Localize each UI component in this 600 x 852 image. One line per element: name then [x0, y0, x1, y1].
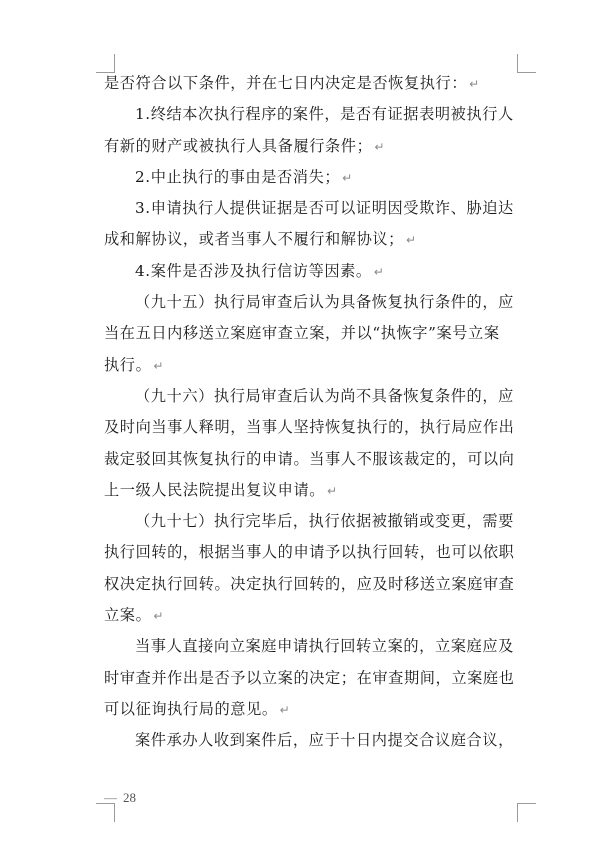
line-text: 当在五日内移送立案庭审查立案，并以“执恢字”案号立案	[104, 324, 500, 343]
text-line	[104, 569, 524, 600]
crop-mark-bottom-right	[517, 803, 536, 822]
paragraph-mark-icon: ↵	[469, 77, 480, 91]
text-line	[104, 381, 524, 412]
text-line	[104, 318, 524, 349]
paragraph-mark-icon: ↵	[327, 483, 338, 498]
paragraph-mark-icon: ↵	[153, 358, 165, 373]
paragraph-mark-icon: ↵	[342, 170, 353, 185]
line-text: 裁定驳回其恢复执行的申请。当事人不服该裁定的，可以向	[104, 449, 515, 468]
text-line	[104, 131, 524, 162]
line-text: 及时向当事人释明，当事人坚持恢复执行的，执行局应作出	[104, 418, 515, 437]
line-text: 2.中止执行的事由是否消失；	[135, 167, 341, 186]
paragraph	[104, 287, 524, 381]
page-footer	[104, 790, 136, 806]
line-text: 时审查并作出是否予以立案的决定；在审查期间，立案庭也	[104, 668, 515, 687]
text-line	[104, 68, 524, 99]
line-text: 1.终结本次执行程序的案件，是否有证据表明被执行人	[135, 105, 514, 124]
line-text: 上一级人民法院提出复议申请。	[104, 480, 326, 499]
paragraph-mark-icon: ↵	[373, 264, 385, 279]
line-text: 当事人直接向立案庭申请执行回转立案的，立案庭应及	[135, 637, 514, 656]
line-text: 执行回转的，根据当事人的申请予以执行回转，也可以依职	[104, 543, 515, 562]
paragraph	[104, 506, 524, 631]
line-text: 4.案件是否涉及执行信访等因素。	[135, 261, 372, 280]
paragraph-mark-icon: ↵	[153, 609, 165, 624]
line-text: （九十五）执行局审查后认为具备恢复执行条件的，应	[135, 293, 514, 312]
text-line	[104, 350, 524, 381]
text-line	[104, 663, 524, 694]
line-text: （九十七）执行完毕后，执行依据被撤销或变更，需要	[135, 512, 514, 531]
text-line	[104, 193, 524, 224]
line-text: 案件承办人收到案件后，应于十日内提交合议庭合议，	[135, 731, 514, 750]
paragraph-mark-icon: ↵	[374, 139, 386, 154]
line-text: （九十六）执行局审查后认为尚不具备恢复条件的，应	[135, 386, 514, 405]
text-line	[104, 224, 524, 255]
paragraph	[104, 193, 524, 256]
line-text: 3.申请执行人提供证据是否可以证明因受欺诈、胁迫达	[135, 199, 514, 218]
line-text: 是否符合以下条件，并在七日内决定是否恢复执行：	[104, 74, 468, 92]
line-text: 有新的财产或被执行人具备履行条件；	[104, 136, 373, 155]
document-body	[104, 68, 524, 757]
paragraph	[104, 162, 524, 193]
text-line	[104, 631, 524, 662]
text-line	[104, 256, 524, 287]
paragraph	[104, 381, 524, 506]
text-line	[104, 537, 524, 568]
text-line	[104, 694, 524, 725]
line-text: 成和解协议，或者当事人不履行和解协议；	[104, 230, 404, 249]
line-text: 权决定执行回转。决定执行回转的，应及时移送立案庭审查	[104, 574, 515, 593]
line-text: 可以征询执行局的意见。	[104, 699, 278, 718]
page-number: 28	[123, 790, 136, 805]
paragraph	[104, 68, 524, 99]
paragraph-mark-icon: ↵	[405, 233, 417, 248]
text-line	[104, 287, 524, 318]
line-text: 执行。	[104, 355, 152, 374]
text-line	[104, 412, 524, 443]
text-line	[104, 162, 524, 193]
text-line	[104, 99, 524, 130]
paragraph	[104, 256, 524, 287]
text-line	[104, 475, 524, 506]
text-line	[104, 600, 524, 631]
paragraph	[104, 631, 524, 725]
footer-dash: —	[104, 790, 117, 805]
text-line	[104, 725, 524, 756]
line-text: 立案。	[104, 606, 152, 625]
text-line	[104, 506, 524, 537]
text-line	[104, 444, 524, 475]
paragraph-mark-icon: ↵	[279, 702, 291, 717]
paragraph	[104, 725, 524, 756]
paragraph	[104, 99, 524, 162]
